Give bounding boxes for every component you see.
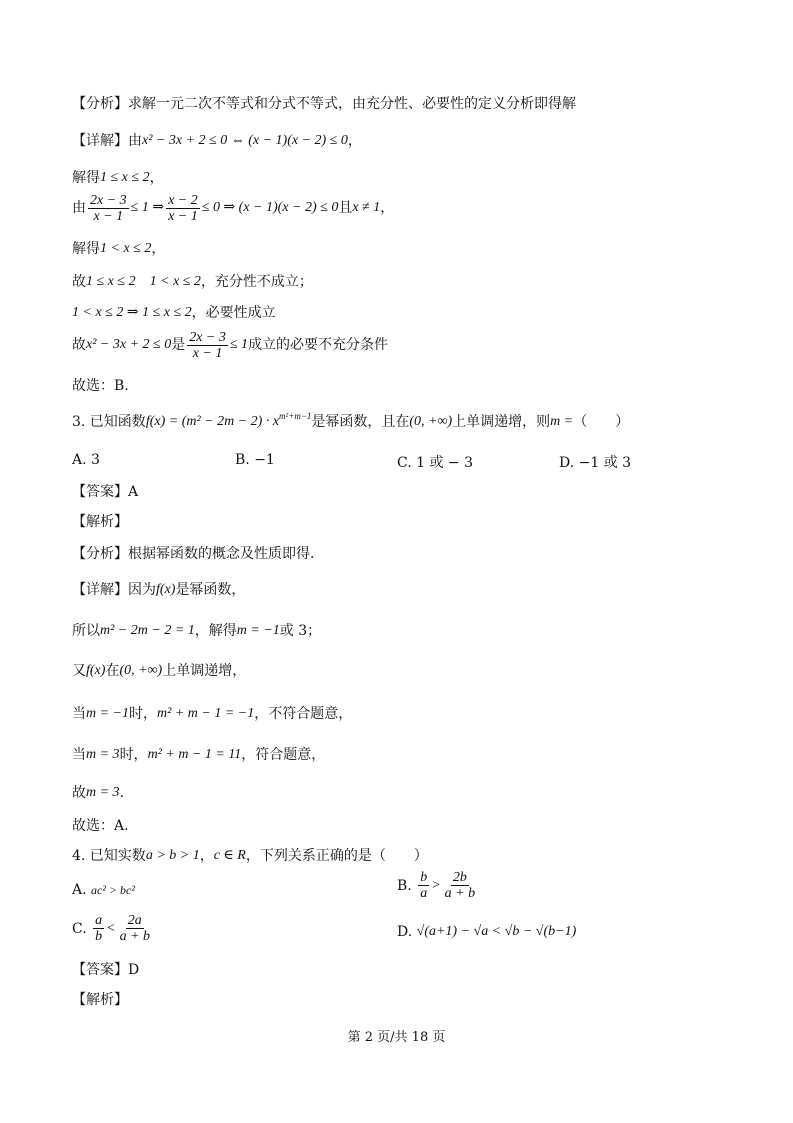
text: 【解析】 [72, 992, 128, 1008]
text: 又 [72, 663, 86, 679]
text: 且 [338, 200, 353, 217]
math-operator: > [431, 877, 441, 893]
option-c [397, 452, 473, 472]
text: 是 [171, 337, 186, 354]
question-3 [72, 411, 630, 431]
fraction-denominator: x − 1 [93, 209, 124, 225]
detail-3-line-3 [72, 663, 246, 680]
option-d-4 [397, 924, 576, 940]
text: 【分析】根据幂函数的概念及性质即得. [72, 546, 315, 562]
answer-blank: （ ） [573, 414, 630, 430]
detail-3-line-4 [72, 706, 352, 723]
text: ，必要性成立 [191, 305, 276, 321]
fraction-1 [88, 193, 129, 225]
fraction-numerator: 2b [452, 870, 467, 885]
punct: ， [151, 241, 166, 257]
math-ranges: 1 ≤ x ≤ 2 1 < x ≤ 2 [86, 274, 201, 289]
punct: ， [199, 848, 214, 864]
option-text: D. −1 或 3 [559, 455, 632, 471]
fraction-numerator: x − 2 [168, 193, 198, 208]
math-range: 1 < x ≤ 2 [100, 241, 152, 256]
question-4 [72, 848, 428, 865]
punct: ， [149, 170, 164, 186]
text: ，解得 [194, 623, 237, 639]
text: 或 3； [279, 623, 322, 639]
fraction-2 [166, 193, 200, 225]
text: 故 [72, 337, 86, 354]
text: 解得 [72, 170, 100, 186]
detail-line-5 [72, 274, 313, 291]
text: 时， [119, 747, 148, 763]
text: 当 [72, 747, 86, 763]
answer-3 [72, 484, 138, 501]
fraction-numerator: 2a [127, 913, 142, 928]
analysis-heading-4 [72, 992, 128, 1009]
punct: ， [380, 200, 395, 217]
math-function: f(x) [86, 663, 106, 678]
fraction [118, 913, 152, 945]
text: 成立的必要不充分条件 [248, 337, 389, 354]
option-label: B. [397, 877, 412, 894]
fraction-denominator: a + b [444, 886, 476, 902]
text: ，充分性不成立； [200, 274, 313, 290]
math-inequality: a > b > 1 [145, 848, 200, 863]
fraction-denominator: b [95, 929, 103, 945]
text: 是幂函数，且在 [311, 414, 410, 430]
fraction [418, 870, 429, 902]
detail-3-line-2 [72, 623, 321, 640]
option-b [235, 452, 275, 468]
option-a [72, 452, 100, 468]
fraction-denominator: x − 1 [168, 209, 198, 225]
text: 故 [72, 785, 86, 801]
option-label: C. [72, 920, 87, 937]
option-text: A. 3 [72, 452, 100, 468]
option-label: D. [397, 924, 413, 940]
fraction-numerator: b [420, 870, 428, 885]
text: 由 [72, 200, 86, 217]
math-value: m = −1 [86, 706, 130, 721]
analysis-text: 【分析】求解一元二次不等式和分式不等式，由充分性、必要性的定义分析即得解 [72, 96, 576, 112]
fraction-numerator: 2x − 3 [90, 193, 127, 208]
text: 解得 [72, 241, 100, 257]
fraction-denominator: a [420, 886, 428, 902]
math-set: c ∈ R [213, 848, 246, 863]
fraction-numerator: a [95, 913, 103, 928]
math-function: f(x) [156, 582, 176, 597]
math-equation: m² + m − 1 = −1 [157, 706, 255, 721]
punct: ， [347, 133, 362, 149]
detail-3-line-1 [72, 582, 245, 599]
detail-line-4 [72, 241, 165, 258]
math-range: 1 ≤ x ≤ 2 [100, 170, 150, 185]
text: ，下列关系正确的是（ ） [245, 848, 428, 864]
detail-line-2 [72, 170, 164, 187]
text: 上单调递增，则 [452, 414, 551, 430]
analysis-line [72, 96, 576, 113]
fraction-numerator: 2x − 3 [189, 330, 226, 345]
math-implies: ≤ 1 ⇒ [130, 200, 165, 216]
detail-label: 【详解】由 [72, 133, 142, 149]
detail-line-3 [72, 193, 394, 225]
math-interval: (0, +∞) [409, 414, 453, 429]
math-operator: < [106, 920, 116, 936]
detail-line-1 [72, 133, 362, 150]
math-exponent: m²+m−1 [279, 411, 312, 421]
math-function: f(x) = (m² − 2m − 2) · x [145, 414, 280, 429]
answer-4 [72, 962, 139, 979]
math-inequality: x² − 3x + 2 ≤ 0 [86, 337, 172, 353]
text: 时， [129, 706, 158, 722]
text: 【答案】A [72, 484, 139, 500]
text: 【详解】因为 [72, 582, 156, 598]
text: 所以 [72, 623, 100, 639]
math-inequality: √(a+1) − √a < √b − √(b−1) [416, 924, 577, 939]
text: 故 [72, 274, 86, 290]
text: ，不符合题意， [254, 706, 353, 722]
option-text: B. −1 [235, 452, 275, 468]
detail-3-line-6 [72, 785, 124, 802]
text: 【解析】 [72, 514, 128, 530]
detail-line-7 [72, 330, 388, 362]
analysis-3 [72, 546, 314, 563]
question-number: 4. 已知实数 [72, 848, 146, 864]
math-value: m = 3 [86, 747, 120, 762]
text: 当 [72, 706, 86, 722]
text: 故选：A. [72, 818, 129, 834]
text: 故选：B. [72, 378, 129, 394]
choice-3 [72, 818, 129, 835]
math-le: ≤ 1 [229, 337, 249, 353]
question-number: 3. 已知函数 [72, 414, 146, 430]
text: 上单调递增， [162, 663, 247, 679]
option-label: A. [72, 882, 87, 898]
text: ，符合题意， [241, 747, 326, 763]
fraction [443, 870, 477, 902]
fraction-denominator: a + b [119, 929, 151, 945]
math-interval: (0, +∞) [119, 663, 163, 678]
math-not-equal: x ≠ 1 [352, 200, 381, 216]
analysis-heading-3 [72, 514, 128, 531]
math-value: m = 3 [86, 785, 120, 800]
math-equivalence: x² − 3x + 2 ≤ 0 ⇔ (x − 1)(x − 2) ≤ 0 [142, 133, 348, 148]
math-equation: m² − 2m − 2 = 1 [100, 623, 195, 638]
math-product: ≤ 0 ⇒ (x − 1)(x − 2) ≤ 0 [201, 200, 339, 216]
math-implication: 1 < x ≤ 2 ⇒ 1 ≤ x ≤ 2 [72, 305, 192, 320]
option-text: C. 1 或 − 3 [397, 455, 474, 471]
page-footer: 第 2 页/共 18 页 [347, 1030, 446, 1045]
fraction-denominator: x − 1 [192, 346, 223, 362]
detail-line-6 [72, 305, 276, 322]
detail-3-line-5 [72, 747, 325, 764]
math-equation: m² + m − 1 = 11 [147, 747, 242, 762]
punct: . [119, 785, 125, 801]
math-solution: m = −1 [236, 623, 280, 638]
choice-line [72, 378, 129, 395]
math-inequality: ac² > bc² [91, 882, 135, 897]
fraction [93, 913, 104, 945]
option-a-4 [72, 882, 135, 898]
option-d [559, 452, 631, 472]
option-c-4 [72, 913, 154, 945]
text: 是幂函数， [175, 582, 246, 598]
fraction-3 [187, 330, 228, 362]
text: 【答案】D [72, 962, 140, 978]
math-variable: m = [550, 414, 574, 429]
text: 在 [105, 663, 120, 679]
option-b-4 [397, 870, 479, 902]
